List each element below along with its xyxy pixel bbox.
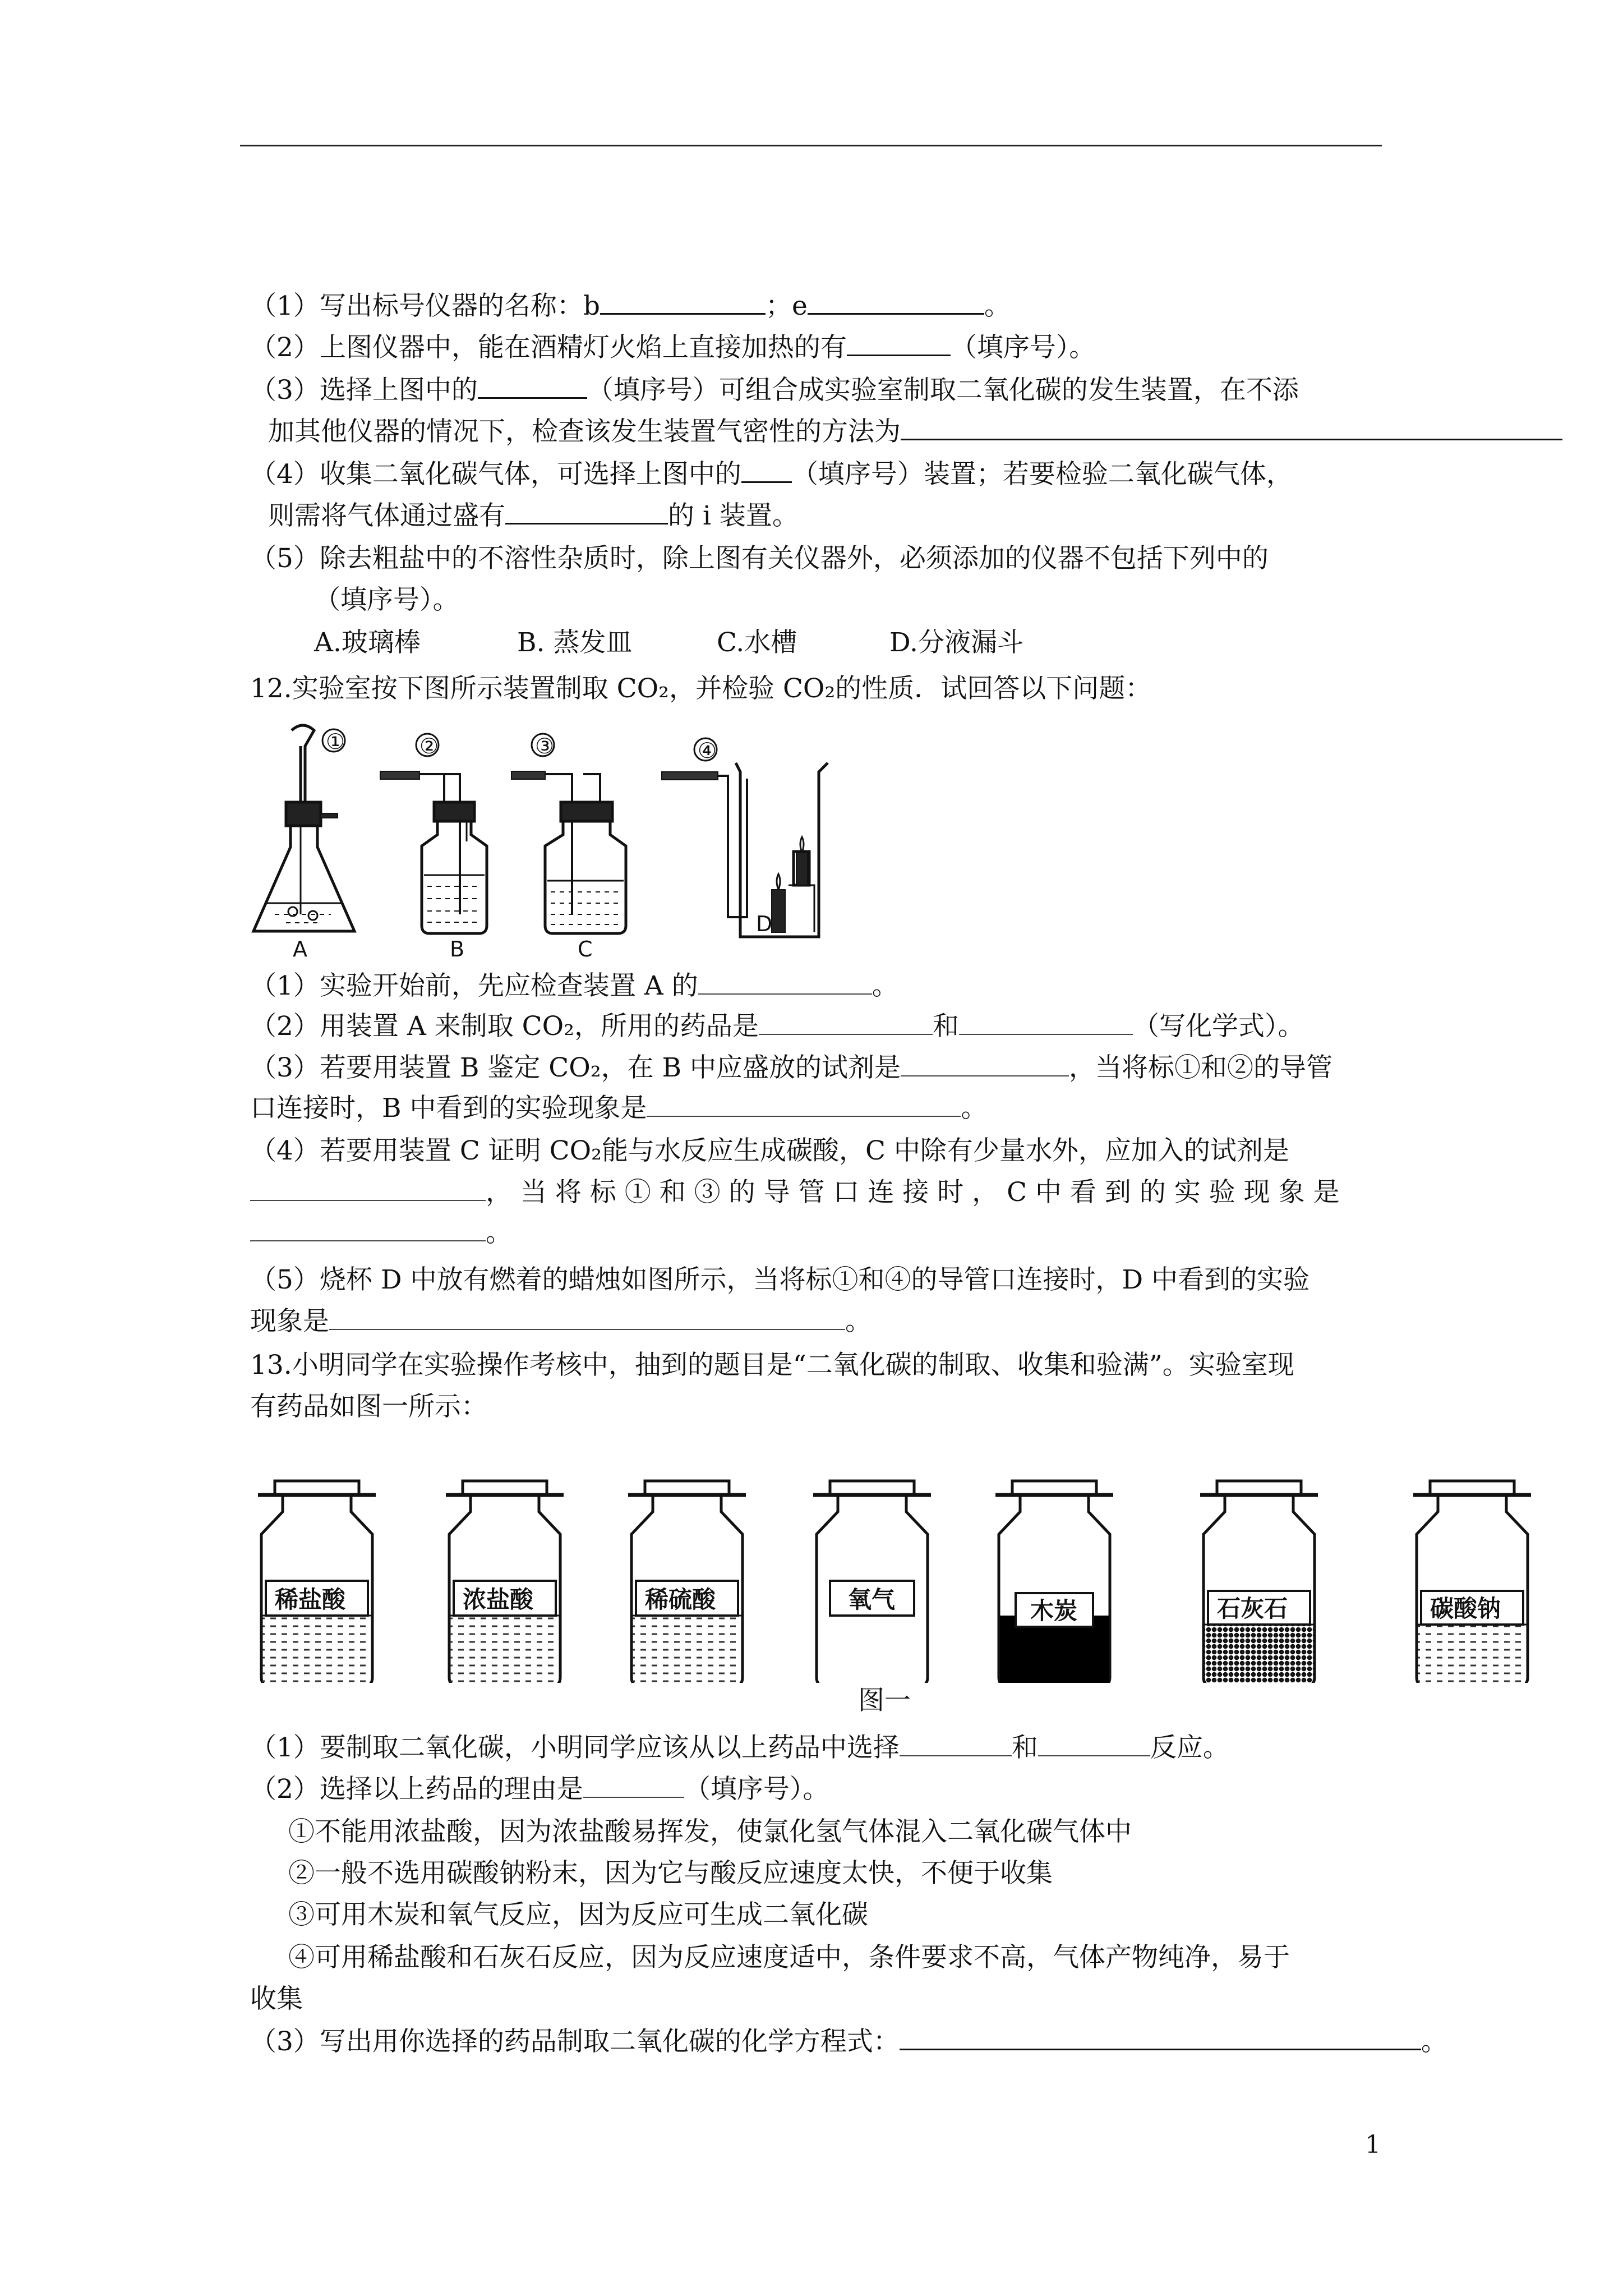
answer-blank[interactable] [505,523,668,524]
answer-blank[interactable] [900,2049,1421,2050]
answer-blank[interactable] [1038,1755,1150,1756]
q13-answer-1: （1）要制取二氧化碳，小明同学应该从以上药品中选择 和 反应。 [250,1732,1229,1763]
q13-answer-2: （2）选择以上药品的理由是 （填序号）。 [250,1774,829,1805]
q12-line-3: （3）若要用装置 B 鉴定 CO₂，在 B 中应盛放的试剂是 ，当将标①和②的导管 [250,1052,1333,1083]
label-1: ① [326,729,345,754]
q11-line-7: （5）除去粗盐中的不溶性杂质时，除上图有关仪器外，必须添加的仪器不包括下列中的 [250,543,1269,574]
q11-line-2: （2）上图仪器中，能在酒精灯火焰上直接加热的有 （填序号）。 [250,332,1096,363]
q11-line-1: （1）写出标号仪器的名称：b ；e 。 [250,291,1011,321]
header-rule [240,145,1382,146]
bottle-dilute-h2so4 [628,1481,746,1683]
answer-blank[interactable] [847,355,951,356]
label-dilute-h2so4: 稀硫酸 [645,1586,716,1613]
answer-blank[interactable] [329,1329,845,1330]
q13-reason-4-cont: 收集 [250,1984,303,2014]
answer-blank[interactable] [759,1034,933,1035]
q13-answer-3: （3）写出用你选择的药品制取二氧化碳的化学方程式： 。 [250,2026,1447,2057]
q13-reason-1: ①不能用浓盐酸，因为浓盐酸易挥发，使氯化氢气体混入二氧化碳气体中 [288,1816,1132,1847]
apparatus-figure [247,718,841,959]
label-conc-hcl: 浓盐酸 [463,1586,534,1613]
answer-blank[interactable] [900,1755,1012,1756]
q11-option-b: B. 蒸发皿 [517,627,633,658]
label-4: ④ [698,738,717,763]
q13-line-2: 有药品如图一所示： [250,1391,487,1422]
bottle-limestone [1200,1481,1318,1683]
q11-line-3: （3）选择上图中的 （填序号）可组合成实验室制取二氧化碳的发生装置，在不添 [250,375,1299,406]
q12-title: 12.实验室按下图所示装置制取 CO₂，并检验 CO₂的性质．试回答以下问题： [250,673,1152,704]
label-d: D [756,912,773,936]
answer-blank[interactable] [583,1797,684,1798]
label-a: A [293,937,307,959]
label-dilute-hcl: 稀盐酸 [275,1586,346,1613]
q11-option-c: C.水槽 [717,627,797,658]
figure-caption: 图一 [858,1685,911,1716]
q13-line-1: 13.小明同学在实验操作考核中，抽到的题目是“二氧化碳的制取、收集和验满”。实验室现 [250,1350,1294,1381]
answer-blank[interactable] [250,1200,486,1201]
q11-line-6: 则需将气体通过盛有 的 i 装置。 [268,500,799,531]
q13-reason-4: ④可用稀盐酸和石灰石反应，因为反应速度适中，条件要求不高，气体产物纯净，易于 [288,1942,1290,1973]
bottle-sodium-carbonate [1413,1481,1531,1683]
q12-line-1: （1）实验开始前，先应检查装置 A 的 。 [250,970,898,1001]
q11-line-4: 加其他仪器的情况下，检查该发生装置气密性的方法为 [268,415,1562,449]
label-3: ③ [535,734,555,758]
label-2: ② [419,734,439,758]
label-limestone: 石灰石 [1217,1595,1288,1622]
bottle-charcoal [995,1481,1113,1683]
bottle-dilute-hcl [258,1481,376,1683]
page-number: 1 [1365,2131,1381,2159]
q12-line-9: 现象是 。 [250,1306,872,1337]
bottle-oxygen [813,1481,931,1683]
answer-blank[interactable] [600,313,766,315]
q11-option-d: D.分液漏斗 [889,627,1023,658]
q11-line-8: （填序号）。 [314,585,459,615]
q11-option-a: A.玻璃棒 [314,627,421,658]
bottle-conc-hcl [446,1481,564,1683]
q13-reason-3: ③可用木炭和氧气反应，因为反应可生成二氧化碳 [288,1899,868,1930]
q12-line-4: 口连接时，B 中看到的实验现象是 。 [250,1093,988,1124]
answer-blank[interactable] [959,1034,1133,1035]
answer-blank[interactable] [647,1116,961,1117]
label-sodium-carbonate: 碳酸钠 [1430,1595,1501,1622]
answer-blank[interactable] [741,481,792,483]
q12-line-2: （2）用装置 A 来制取 CO₂，所用的药品是 和 （写化学式）。 [250,1011,1304,1042]
answer-blank[interactable] [478,397,587,399]
q12-line-8: （5）烧杯 D 中放有燃着的蜡烛如图所示，当将标①和④的导管口连接时，D 中看到的实验 [250,1264,1310,1295]
answer-blank[interactable] [250,1240,486,1241]
label-b: B [450,937,465,959]
answer-blank[interactable] [808,313,984,315]
q11-line-5: （4）收集二氧化碳气体，可选择上图中的 （填序号）装置；若要检验二氧化碳气体， [250,459,1293,490]
q12-line-5: （4）若要用装置 C 证明 CO₂能与水反应生成碳酸，C 中除有少量水外，应加入的试剂是 [250,1135,1289,1166]
answer-blank[interactable] [698,993,872,995]
label-charcoal: 木炭 [1030,1597,1078,1625]
q13-reason-2: ②一般不选用碳酸钠粉末，因为它与酸反应速度太快，不便于收集 [288,1858,1053,1889]
q12-line-7: 。 [250,1216,512,1250]
answer-blank[interactable] [901,1075,1069,1076]
reagent-bottles-figure [247,1470,1548,1683]
answer-blank[interactable] [901,439,1562,440]
q12-line-6: ， 当 将 标 ① 和 ③ 的 导 管 口 连 接 时 ， C 中 看 到 的 实 验 现 象 是 [250,1176,1340,1209]
label-oxygen: 氧气 [848,1586,896,1613]
label-c: C [578,937,593,959]
